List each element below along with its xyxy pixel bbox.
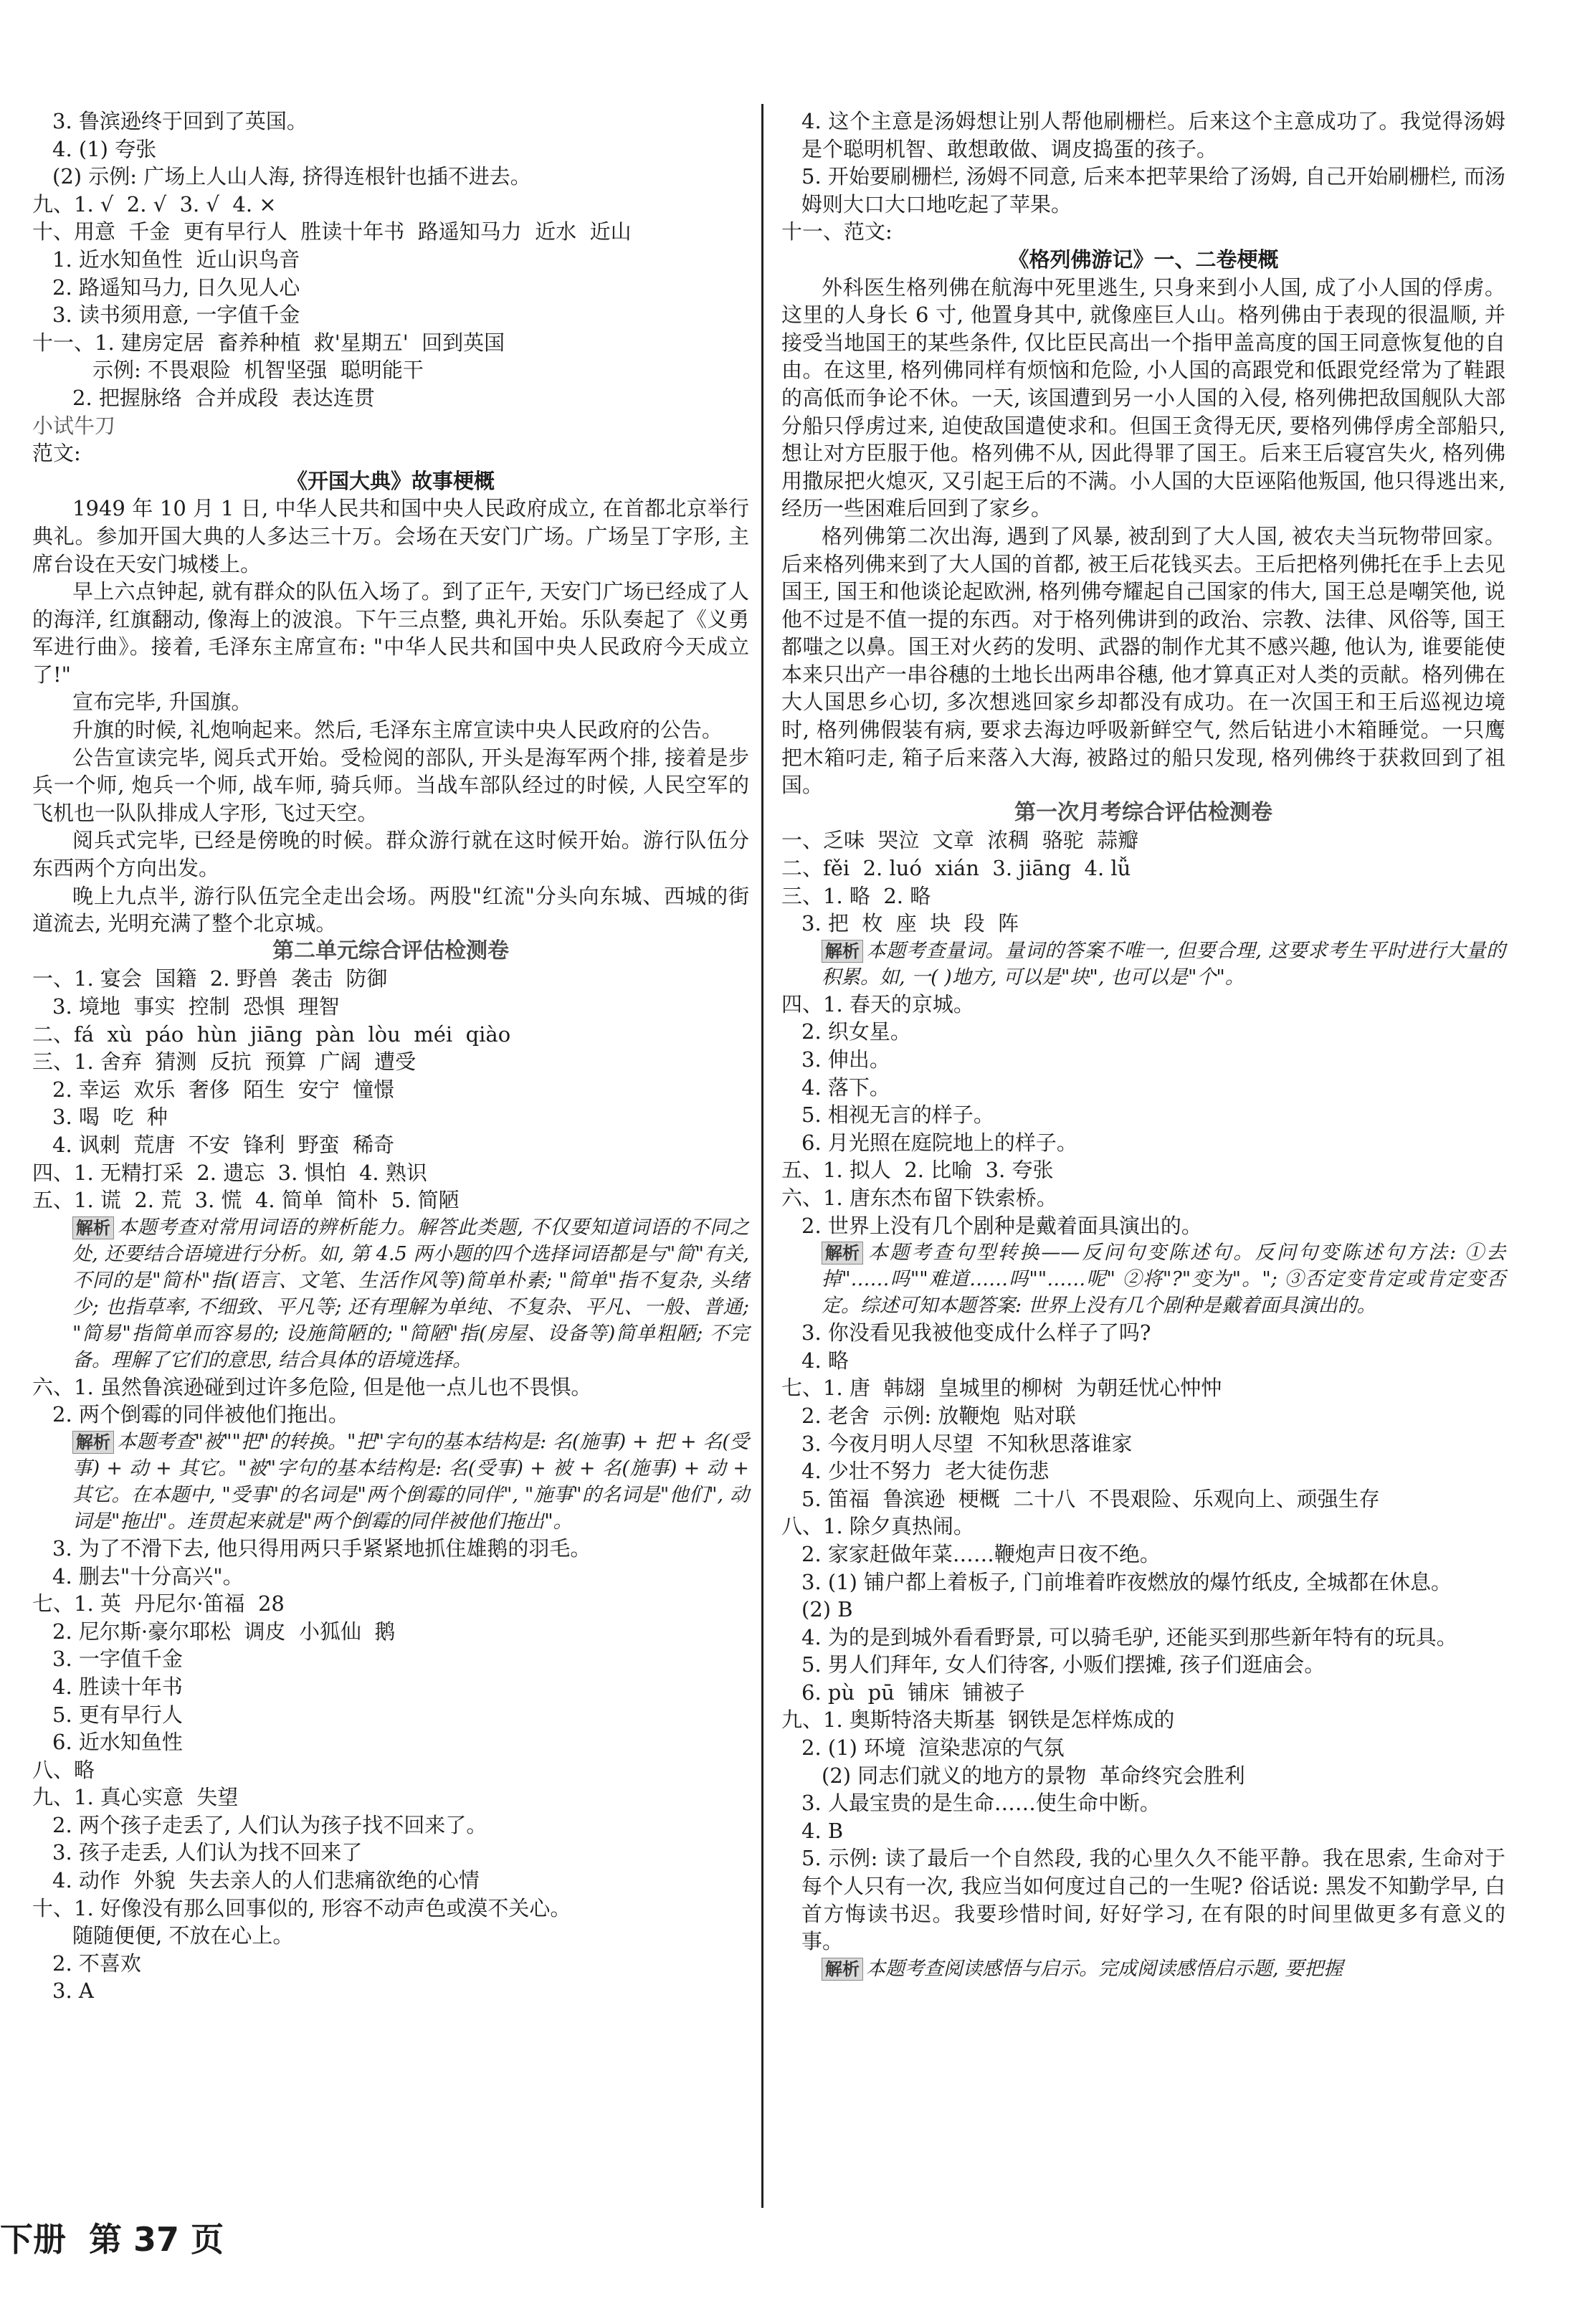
analysis-note	[781, 938, 1505, 991]
column-divider	[761, 104, 763, 2208]
answer-line: (2) 同志们就义的地方的景物 革命终究会胜利	[822, 1763, 1245, 1788]
answer-line: 七、1. 唐 韩翃 皇城里的柳树 为朝廷忧心忡忡	[781, 1376, 1222, 1401]
answer-line: 九、1. 奥斯特洛夫斯基 钢铁是怎样炼成的	[781, 1708, 1175, 1733]
answer-line: 1. 近水知鱼性 近山识鸟音	[52, 247, 300, 272]
analysis-tag: 解析	[72, 1431, 114, 1454]
essay-paragraph: 升旗的时候, 礼炮响起来。然后, 毛泽东主席宣读中央人民政府的公告。	[72, 718, 723, 743]
answer-line: 3. 把 枚 座 块 段 阵	[801, 911, 1019, 936]
answer-line: 范文:	[32, 441, 81, 466]
answer-line: 3. 今夜月明人尽望 不知秋思落谁家	[801, 1431, 1133, 1456]
answer-line: 6. 近水知鱼性	[52, 1730, 183, 1755]
answer-line: 六、1. 虽然鲁滨逊碰到过许多危险, 但是他一点儿也不畏惧。	[32, 1374, 592, 1399]
answer-line: 2. 不喜欢	[52, 1951, 141, 1976]
answer-line: 四、1. 春天的京城。	[781, 991, 974, 1016]
answer-line: 2. 老舍 示例: 放鞭炮 贴对联	[801, 1403, 1076, 1428]
answer-line: 小试牛刀	[32, 413, 116, 438]
answer-line: 3. 人最宝贵的是生命……使生命中断。	[801, 1791, 1161, 1816]
answer-line: 4. 略	[801, 1348, 849, 1373]
answer-line: 三、1. 略 2. 略	[781, 883, 931, 908]
answer-line: 4. B	[801, 1818, 844, 1843]
answer-line: 八、略	[32, 1757, 95, 1782]
answer-line: 5. 更有早行人	[52, 1702, 183, 1727]
answer-line: (2) B	[801, 1597, 853, 1622]
answer-line: 3. 你没看见我被他变成什么样子了吗?	[801, 1320, 1151, 1346]
analysis-tag: 解析	[822, 1242, 863, 1265]
analysis-text: 本题考查句型转换——反问句变陈述句。反问句变陈述句方法: ①去掉"……吗""难道……吗""……呢" ②将"?"变为"。"; ③否定变肯定或肯定变否定。综述可知本题答案: 世界上没有几个剧种是戴着面具演出的。	[822, 1242, 1505, 1318]
answer-line: 4. 动作 外貌 失去亲人的人们悲痛欲绝的心情	[52, 1868, 480, 1893]
answer-line: 6. 月光照在庭院地上的样子。	[801, 1130, 1077, 1155]
essay-paragraph: 阅兵式完毕, 已经是傍晚的时候。群众游行就在这时候开始。游行队伍分东西两个方向出发。	[32, 828, 749, 881]
answer-line: 3. 为了不滑下去, 他只得用两只手紧紧地抓住雄鹅的羽毛。	[52, 1535, 591, 1561]
answer-line: 七、1. 英 丹尼尔·笛福 28	[32, 1591, 285, 1616]
answer-line: 2. 织女星。	[801, 1019, 911, 1044]
answer-line: 二、fěi 2. luó xián 3. jiāng 4. lǚ	[781, 856, 1131, 881]
essay-paragraph: 公告宣读完毕, 阅兵式开始。受检阅的部队, 开头是海军两个排, 接着是步兵一个师, 炮兵一个师, 战车师, 骑兵师。当战车部队经过的时候, 人民空军的飞机也一队队排成人字形, 飞过天空。	[32, 745, 749, 825]
answer-line: 2. 路遥知马力, 日久见人心	[52, 275, 300, 300]
essay-title: 《格列佛游记》一、二卷梗概	[1008, 247, 1279, 272]
answer-line: 2. 尼尔斯·豪尔耶松 调皮 小狐仙 鹅	[52, 1619, 396, 1644]
answer-line: 3. 一字值千金	[52, 1647, 183, 1672]
essay-paragraph: 晚上九点半, 游行队伍完全走出会场。两股"红流"分头向东城、西城的街道流去, 光明充满了整个北京城。	[32, 883, 749, 936]
right-column	[781, 108, 1505, 1982]
answer-line: 5. 笛福 鲁滨逊 梗概 二十八 不畏艰险、乐观向上、顽强生存	[801, 1486, 1380, 1511]
answer-line: 三、1. 舍弃 猜测 反抗 预算 广阔 遭受	[32, 1049, 417, 1075]
answer-line: 3. (1) 铺户都上着板子, 门前堆着昨夜燃放的爆竹纸皮, 全城都在休息。	[801, 1569, 1452, 1594]
analysis-note	[32, 1429, 749, 1535]
answer-line: 5. 开始要刷栅栏, 汤姆不同意, 后来本把苹果给了汤姆, 自己开始刷栅栏, 而汤姆则大口大口地吃起了苹果。	[801, 164, 1505, 216]
left-column	[32, 108, 749, 2005]
answer-line: 4. 删去"十分高兴"。	[52, 1563, 244, 1589]
analysis-text: 本题考查对常用词语的辨析能力。解答此类题, 不仅要知道词语的不同之处, 还要结合语境进行分析。如, 第 4.5 两小题的四个选择词语都是与"简"有关, 不同的是"简朴"指(语言、文笔、生活作风等)简单朴素; "简单"指不复杂, 头绪少; 也指草率, 不细致、平凡等; 还有理解为单纯、不复杂、平凡、一般、普通; "简易"指简单而容易的; 设施简陋的; "简陋"指(房屋、设备等)简单粗陋; 不完备。理解了它们的意思, 结合具体的语境选择。	[72, 1216, 749, 1371]
section-heading: 第二单元综合评估检测卷	[272, 938, 509, 963]
answer-line: 3. 读书须用意, 一字值千金	[52, 303, 300, 328]
analysis-text: 本题考查"被""把"的转换。"把"字句的基本结构是: 名(施事) + 把 + 名(受事) + 动 + 其它。"被"字句的基本结构是: 名(受事) + 被 + 名(施事) + 动 + 其它。在本题中, "受事"的名词是"两个倒霉的同伴", "施事"的名词是"他们", 动词是"拖出"。连贯起来就是"两个倒霉的同伴被他们拖出"。	[72, 1430, 749, 1533]
answer-line: 六、1. 唐东杰布留下铁索桥。	[781, 1185, 1057, 1210]
answer-line: 4. 这个主意是汤姆想让别人帮他刷栅栏。后来这个主意成功了。我觉得汤姆是个聪明机智、敢想敢做、调皮捣蛋的孩子。	[801, 109, 1505, 161]
answer-line: 3. 伸出。	[801, 1047, 890, 1072]
analysis-tag: 解析	[72, 1216, 114, 1239]
analysis-text: 本题考查量词。量词的答案不唯一, 但要合理, 这要求考生平时进行大量的积累。如, 一( )地方, 可以是"块", 也可以是"个"。	[822, 939, 1505, 989]
answer-line: 2. 两个倒霉的同伴被他们拖出。	[52, 1402, 349, 1427]
analysis-note	[781, 1239, 1505, 1319]
answer-line: 4. 少壮不努力 老大徒伤悲	[801, 1459, 1050, 1484]
answer-line: 3. 喝 吃 种	[52, 1105, 168, 1130]
essay-paragraph: 1949 年 10 月 1 日, 中华人民共和国中央人民政府成立, 在首都北京举行典礼。参加开国大典的人多达三十万。会场在天安门广场。广场呈丁字形, 主席台设在天安门城楼上。	[32, 496, 749, 576]
analysis-tag: 解析	[822, 1958, 863, 1981]
essay-title: 《开国大典》故事梗概	[286, 468, 495, 493]
answer-line: 3. 鲁滨逊终于回到了英国。	[52, 109, 308, 133]
page-footer: 下册 第 37 页	[0, 2220, 224, 2259]
answer-line: 五、1. 谎 2. 荒 3. 慌 4. 简单 简朴 5. 简陋	[32, 1188, 460, 1213]
answer-line: 3. 境地 事实 控制 恐惧 理智	[52, 994, 340, 1019]
section-heading: 第一次月考综合评估检测卷	[1014, 799, 1272, 825]
essay-paragraph: 格列佛第二次出海, 遇到了风暴, 被刮到了大人国, 被农夫当玩物带回家。后来格列佛来到了大人国的首都, 被王后花钱买去。王后把格列佛托在手上去见国王, 国王和他谈论起欧洲, 格列佛夸耀起自己国家的伟大, 国王总是嘲笑他, 说他不过是不值一提的东西。对于格列佛讲到的政治、宗教、法律、风俗等, 国王都嗤之以鼻。国王对火药的发明、武器的制作尤其不感兴趣, 他认为, 谁要能使本来只出产一串谷穗的土地长出两串谷穗, 他才算真正对人类的贡献。格列佛在大人国思乡心切, 多次想逃回家乡却都没有成功。在一次国王和王后巡视边境时, 格列佛假装有病, 要求去海边呼吸新鲜空气, 然后钻进小木箱睡觉。一只鹰把木箱叼走, 箱子后来落入大海, 被路过的船只发现, 格列佛终于获救回到了祖国。	[781, 523, 1505, 798]
answer-line: 十一、1. 建房定居 畜养种植 救'星期五' 回到英国	[32, 330, 505, 355]
essay-paragraph: 早上六点钟起, 就有群众的队伍入场了。到了正午, 天安门广场已经成了人的海洋, 红旗翻动, 像海上的波浪。下午三点整, 典礼开始。乐队奏起了《义勇军进行曲》。接着, 毛泽东主席宣布: "中华人民共和国中央人民政府今天成立了!"	[32, 579, 749, 687]
answer-line: 3. 孩子走丢, 人们认为找不回来了	[52, 1840, 363, 1865]
analysis-note	[781, 1956, 1505, 1982]
answer-line: 一、乏味 哭泣 文章 浓稠 骆驼 蒜瓣	[781, 828, 1139, 853]
answer-line: 2. 两个孩子走丢了, 人们认为孩子找不回来了。	[52, 1812, 487, 1837]
answer-line: 2. 世界上没有几个剧种是戴着面具演出的。	[801, 1213, 1202, 1238]
answer-line: 2. (1) 环境 渲染悲凉的气氛	[801, 1735, 1065, 1761]
analysis-note	[32, 1214, 749, 1373]
answer-line: 示例: 不畏艰险 机智坚强 聪明能干	[92, 358, 424, 383]
answer-line: 4. (1) 夸张	[52, 136, 157, 161]
answer-line: 十一、范文:	[781, 219, 893, 244]
answer-line: 4. 为的是到城外看看野景, 可以骑毛驴, 还能买到那些新年特有的玩具。	[801, 1624, 1457, 1649]
answer-line: 5. 相视无言的样子。	[801, 1103, 994, 1128]
answer-line: 五、1. 拟人 2. 比喻 3. 夸张	[781, 1158, 1054, 1183]
essay-paragraph: 宣布完毕, 升国旗。	[72, 690, 252, 715]
answer-line: (2) 示例: 广场上人山人海, 挤得连根针也插不进去。	[52, 164, 531, 189]
answer-line: 5. 男人们拜年, 女人们待客, 小贩们摆摊, 孩子们逛庙会。	[801, 1652, 1326, 1677]
answer-line: 十、1. 好像没有那么回事似的, 形容不动声色或漠不关心。	[32, 1895, 571, 1920]
answer-line: 二、fá xù páo hùn jiāng pàn lòu méi qiào	[32, 1021, 511, 1047]
answer-line: 随随便便, 不放在心上。	[72, 1923, 294, 1948]
answer-line: 4. 讽刺 荒唐 不安 锋利 野蛮 稀奇	[52, 1132, 395, 1157]
answer-line: 6. pù pū 铺床 铺被子	[801, 1680, 1025, 1705]
answer-line: 2. 家家赶做年菜……鞭炮声日夜不绝。	[801, 1541, 1161, 1566]
answer-line: 一、1. 宴会 国籍 2. 野兽 袭击 防御	[32, 966, 388, 991]
answer-line: 3. A	[52, 1978, 94, 2004]
answer-line: 2. 把握脉络 合并成段 表达连贯	[72, 385, 375, 410]
answer-line: 4. 胜读十年书	[52, 1674, 183, 1699]
answer-line: 十、用意 千金 更有早行人 胜读十年书 路遥知马力 近水 近山	[32, 219, 632, 244]
analysis-text: 本题考查阅读感悟与启示。完成阅读感悟启示题, 要把握	[866, 1957, 1343, 1980]
answer-line: 2. 幸运 欢乐 奢侈 陌生 安宁 憧憬	[52, 1077, 395, 1102]
answer-line: 5. 示例: 读了最后一个自然段, 我的心里久久不能平静。我在思索, 生命对于每个人只有一次, 我应当如何度过自己的一生呢? 俗话说: 黑发不知勤学早, 白首方悔读书迟。我要珍惜时间, 好好学习, 在有限的时间里做更多有意义的事。	[801, 1846, 1505, 1954]
answer-line: 九、1. 真心实意 失望	[32, 1785, 239, 1810]
answer-line: 4. 落下。	[801, 1075, 890, 1100]
analysis-tag: 解析	[822, 940, 863, 963]
answer-line: 九、1. √ 2. √ 3. √ 4. ×	[32, 191, 277, 216]
essay-paragraph: 外科医生格列佛在航海中死里逃生, 只身来到小人国, 成了小人国的俘虏。这里的人身长 6 寸, 他置身其中, 就像座巨人山。格列佛由于表现的很温顺, 并接受当地国王的某些条件, 仅比臣民高出一个指甲盖高度的国王同意恢复他的自由。在这里, 格列佛同样有烦恼和危险, 小人国的高跟党和低跟党经常为了鞋跟的高低而争论不休。一天, 该国遭到另一小人国的入侵, 格列佛把敌国舰队大部分船只俘虏过来, 迫使敌国遣使求和。但国王贪得无厌, 要格列佛俘虏全部船只, 想让对方臣服于他。格列佛不从, 因此得罪了国王。后来王后寝宫失火, 格列佛用撒尿把火熄灭, 又引起王后的不满。小人国的大臣诬陷他叛国, 他只得逃出来, 经历一些困难后回到了家乡。	[781, 275, 1505, 521]
answer-line: 八、1. 除夕真热闹。	[781, 1514, 974, 1539]
answer-line: 四、1. 无精打采 2. 遗忘 3. 惧怕 4. 熟识	[32, 1160, 427, 1185]
